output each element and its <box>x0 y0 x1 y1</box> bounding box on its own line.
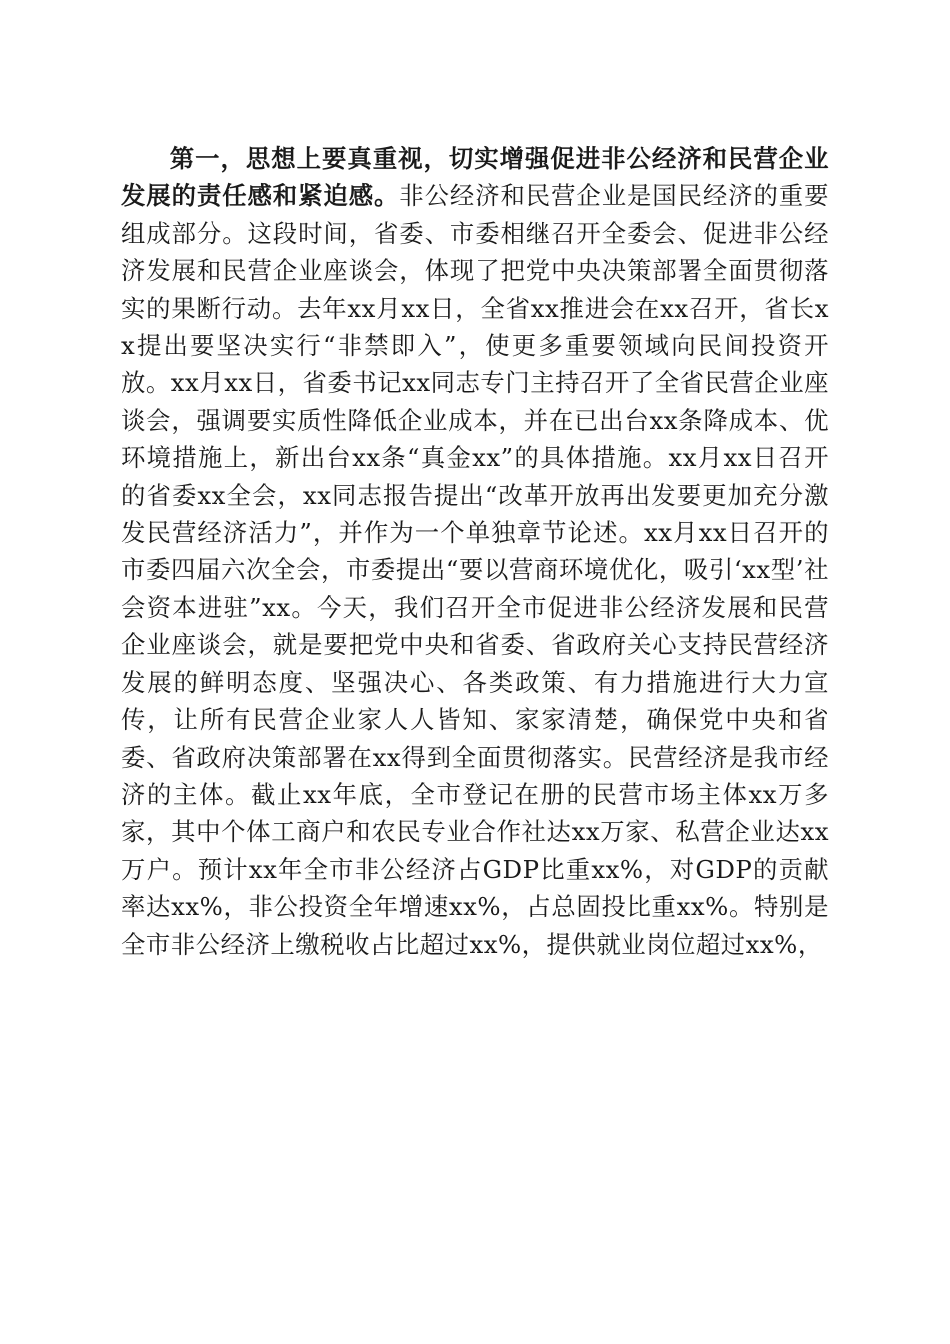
paragraph-1 <box>121 140 829 963</box>
paragraph-heading: 第一，思想上要真重视，切实增强促进非公经济和民营企业发展的责任感和紧迫感。 <box>121 144 829 211</box>
paragraph-body: 非公经济和民营企业是国民经济的重要组成部分。这段时间，省委、市委相继召开全委会、促进非公经济发展和民营企业座谈会，体现了把党中央决策部署全面贯彻落实的果断行动。去年xx月xx日，全省xx推进会在xx召开，省长xx提出要坚决实行“非禁即入”，使更多重要领域向民间投资开放。xx月xx日，省委书记xx同志专门主持召开了全省民营企业座谈会，强调要实质性降低企业成本，并在已出台xx条降成本、优环境措施上，新出台xx条“真金xx”的具体措施。xx月xx日召开的省委xx全会，xx同志报告提出“改革开放再出发要更加充分激发民营经济活力”，并作为一个单独章节论述。xx月xx日召开的市委四届六次全会，市委提出“要以营商环境优化，吸引‘xx型’社会资本进驻”xx。今天，我们召开全市促进非公经济发展和民营企业座谈会，就是要把党中央和省委、省政府关心支持民营经济发展的鲜明态度、坚强决心、各类政策、有力措施进行大力宣传，让所有民营企业家人人皆知、家家清楚，确保党中央和省委、省政府决策部署在xx得到全面贯彻落实。民营经济是我市经济的主体。截止xx年底，全市登记在册的民营市场主体xx万多家，其中个体工商户和农民专业合作社达xx万家、私营企业达xx万户。预计xx年全市非公经济占GDP比重xx%，对GDP的贡献率达xx%，非公投资全年增速xx%，占总固投比重xx%。特别是全市非公经济上缴税收占比超过xx%，提供就业岗位超过xx%， <box>121 181 829 959</box>
